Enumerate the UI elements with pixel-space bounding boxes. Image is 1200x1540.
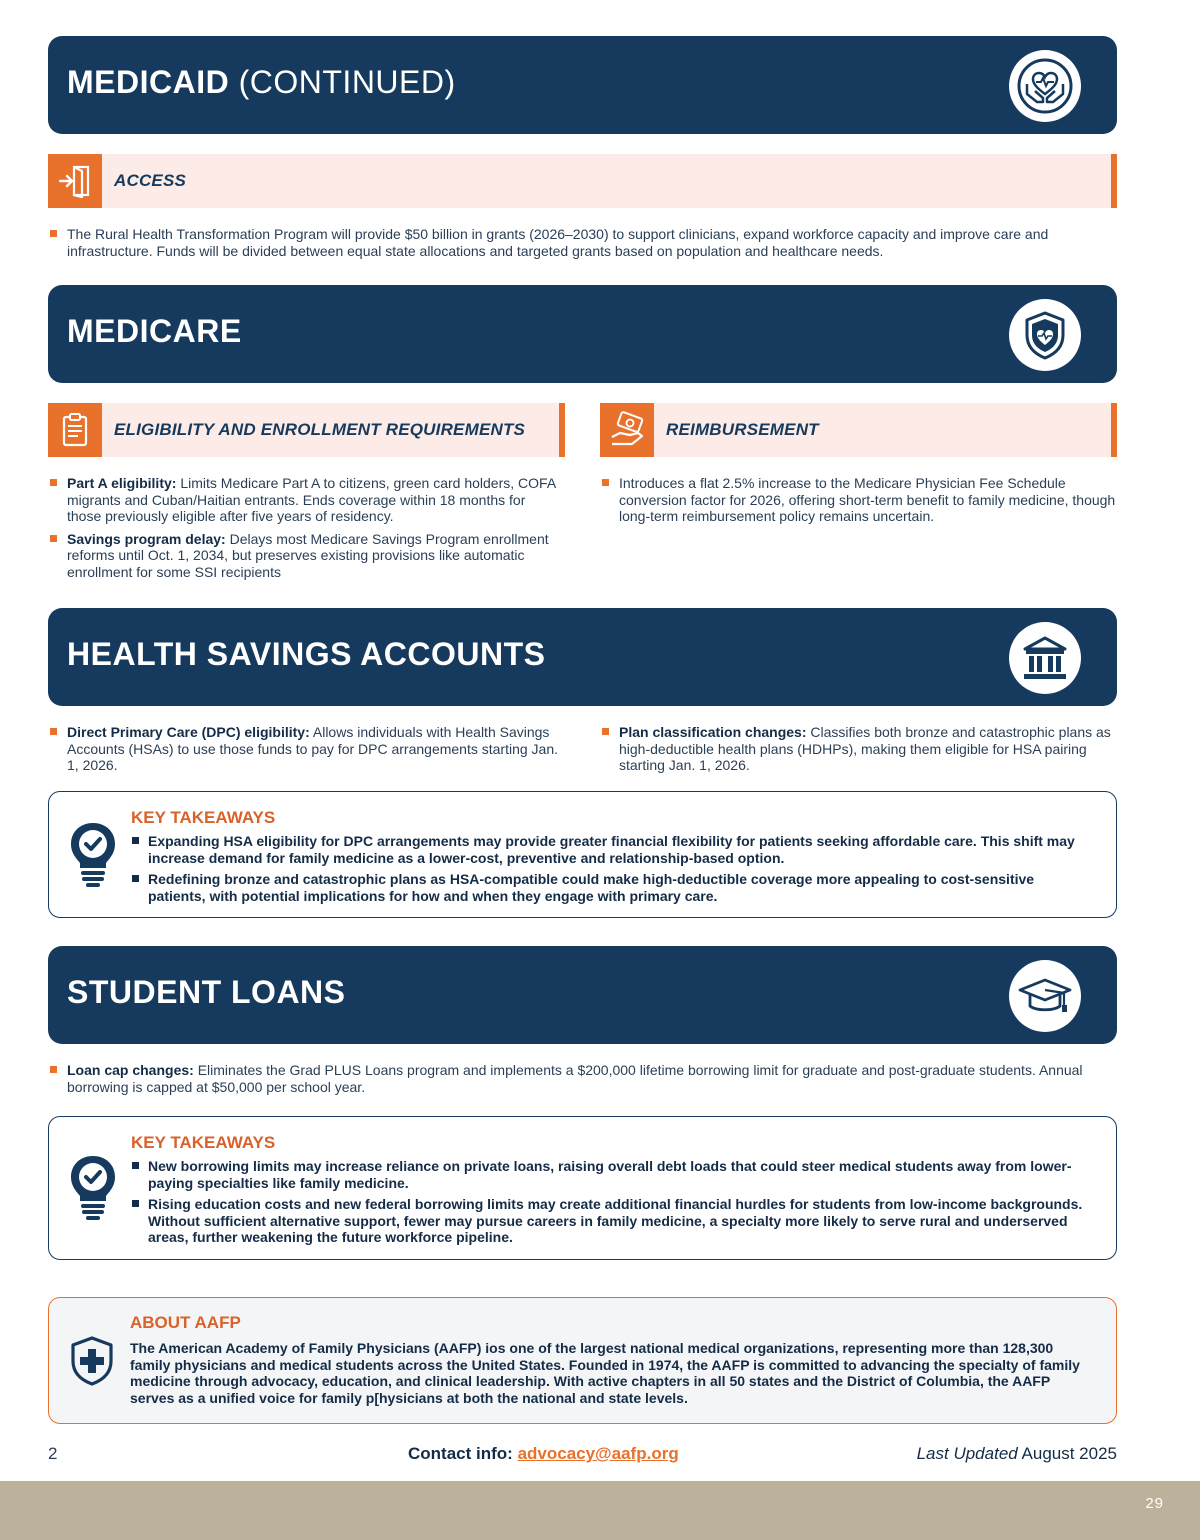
graduation-cap-icon <box>1009 960 1081 1032</box>
access-accent-bar <box>1111 154 1117 208</box>
bullet-text: Eliminates the Grad PLUS Loans program and implements a $200,000 lifetime borrowing limit for graduate and post-graduate students. Annual borrowing is capped at $50,000 per school year. <box>67 1062 1083 1095</box>
hsa-right-bullets <box>600 724 1117 780</box>
list-item: Redefining bronze and catastrophic plans as HSA-compatible could make high-deductible coverage more appealing to cost-sensitive patients, with potential implications for how and when they engage with primary care. <box>131 871 1086 904</box>
access-subheader <box>48 154 1117 208</box>
list-item: Introduces a flat 2.5% increase to the Medicare Physician Fee Schedule conversion factor for 2026, offering short-term benefit to family medicine, though long-term reimbursement policy remains uncertain. <box>600 475 1117 525</box>
list-item <box>600 724 1117 774</box>
hsa-key-takeaways <box>48 791 1117 918</box>
bullet-label: Loan cap changes: <box>67 1062 194 1078</box>
list-item: Rising education costs and new federal borrowing limits may create additional financial hurdles for students from low-income backgrounds. Without sufficient alternative support, fewer may pursue careers in family medicine, a specialty more likely to serve rural and underserved areas, further weakening the future workforce pipeline. <box>131 1196 1086 1246</box>
access-title: ACCESS <box>114 171 187 190</box>
takeaways-list <box>131 833 1086 909</box>
hsa-title: HEALTH SAVINGS ACCOUNTS <box>67 636 546 672</box>
contact-info <box>408 1444 679 1464</box>
bottom-page-number: 29 <box>1145 1495 1164 1512</box>
updated-date: August 2025 <box>1021 1444 1117 1463</box>
lightbulb-check-icon <box>67 820 119 888</box>
takeaways-list <box>131 1158 1086 1251</box>
bank-building-icon <box>1009 622 1081 694</box>
last-updated <box>917 1444 1117 1464</box>
bullet-label: Plan classification changes: <box>619 724 807 740</box>
access-bullets <box>48 226 1118 265</box>
bullet-label: Direct Primary Care (DPC) eligibility: <box>67 724 310 740</box>
bullet-label: Part A eligibility: <box>67 475 177 491</box>
eligibility-subheader <box>48 403 565 457</box>
clipboard-icon <box>48 403 102 457</box>
eligibility-bullets <box>48 475 563 586</box>
bottom-bar <box>0 1481 1200 1540</box>
reimbursement-subheader <box>600 403 1117 457</box>
list-item <box>48 724 570 774</box>
money-hand-icon <box>600 403 654 457</box>
bullet-text: Allows individuals with Health Savings Accounts (HSAs) to use those funds to pay for DPC arrangements starting Jan. 1, 2026. <box>67 724 559 773</box>
shield-heartbeat-icon <box>1009 299 1081 371</box>
medicaid-banner <box>48 36 1117 134</box>
lightbulb-check-icon <box>67 1153 119 1221</box>
about-heading: ABOUT AAFP <box>130 1313 241 1332</box>
reimbursement-title: REIMBURSEMENT <box>666 420 819 439</box>
eligibility-accent-bar <box>559 403 565 457</box>
reimbursement-bullets <box>600 475 1117 531</box>
loans-bullets <box>48 1062 1120 1101</box>
medicare-title: MEDICARE <box>67 313 242 349</box>
reimbursement-accent-bar <box>1111 403 1117 457</box>
loans-banner <box>48 946 1117 1044</box>
takeaways-heading: KEY TAKEAWAYS <box>131 808 276 827</box>
hsa-banner <box>48 608 1117 706</box>
bullet-text: Delays most Medicare Savings Program enrollment reforms until Oct. 1, 2034, but preserves existing provisions like automatic enrollment for some SSI recipients <box>67 530 549 580</box>
list-item <box>48 531 563 581</box>
loans-key-takeaways <box>48 1116 1117 1260</box>
takeaways-heading: KEY TAKEAWAYS <box>131 1133 276 1152</box>
contact-email-link[interactable]: advocacy@aafp.org <box>517 1444 679 1463</box>
hands-heart-icon <box>1009 50 1081 122</box>
medicaid-title-light: (CONTINUED) <box>238 64 456 100</box>
list-item: The Rural Health Transformation Program will provide $50 billion in grants (2026–2030) to support clinicians, expand workforce capacity and improve care and infrastructure. Funds will be divided between equal state allocations and targeted grants based on population and healthcare needs. <box>48 226 1118 259</box>
list-item <box>48 1062 1120 1095</box>
medicaid-title-bold: MEDICAID <box>67 64 230 100</box>
bullet-label: Savings program delay: <box>67 530 226 547</box>
list-item <box>48 475 563 525</box>
footer <box>48 1444 1117 1466</box>
contact-label: Contact info: <box>408 1444 513 1463</box>
medicare-banner <box>48 285 1117 383</box>
bullet-text: Limits Medicare Part A to citizens, green card holders, COFA migrants and Cuban/Haitian entrants. Ends coverage within 18 months for those previously eligible after five years of residency. <box>67 475 556 524</box>
list-item: New borrowing limits may increase reliance on private loans, raising overall debt loads that could steer medical students away from lower-paying specialties like family medicine. <box>131 1158 1086 1191</box>
eligibility-title: ELIGIBILITY AND ENROLLMENT REQUIREMENTS <box>114 420 526 439</box>
shield-cross-icon <box>69 1335 115 1387</box>
about-aafp-box <box>48 1297 1117 1424</box>
updated-label: Last Updated <box>916 1444 1018 1463</box>
medicaid-title <box>67 64 456 101</box>
loans-title: STUDENT LOANS <box>67 974 346 1010</box>
about-text: The American Academy of Family Physicians (AAFP) ios one of the largest national medical organizations, representing more than 128,300 family physicians and medical students across the United States. Founded in 1974, the AAFP is committed to advancing the specialty of family medicine through advocacy, education, and clinical leadership. With active chapters in all 50 states and the District of Columbia, the AAFP serves as a unified voice for family p[hysicians at both the national and state levels. <box>130 1340 1080 1406</box>
door-enter-icon <box>48 154 102 208</box>
page-number: 2 <box>48 1444 58 1463</box>
bullet-text: Classifies both bronze and catastrophic plans as high-deductible health plans (HDHPs), making them eligible for HSA pairing starting Jan. 1, 2026. <box>619 724 1111 773</box>
list-item: Expanding HSA eligibility for DPC arrangements may provide greater financial flexibility for patients seeking affordable care. This shift may increase demand for family medicine as a lower-cost, preventive and relationship-based option. <box>131 833 1086 866</box>
hsa-left-bullets <box>48 724 570 780</box>
